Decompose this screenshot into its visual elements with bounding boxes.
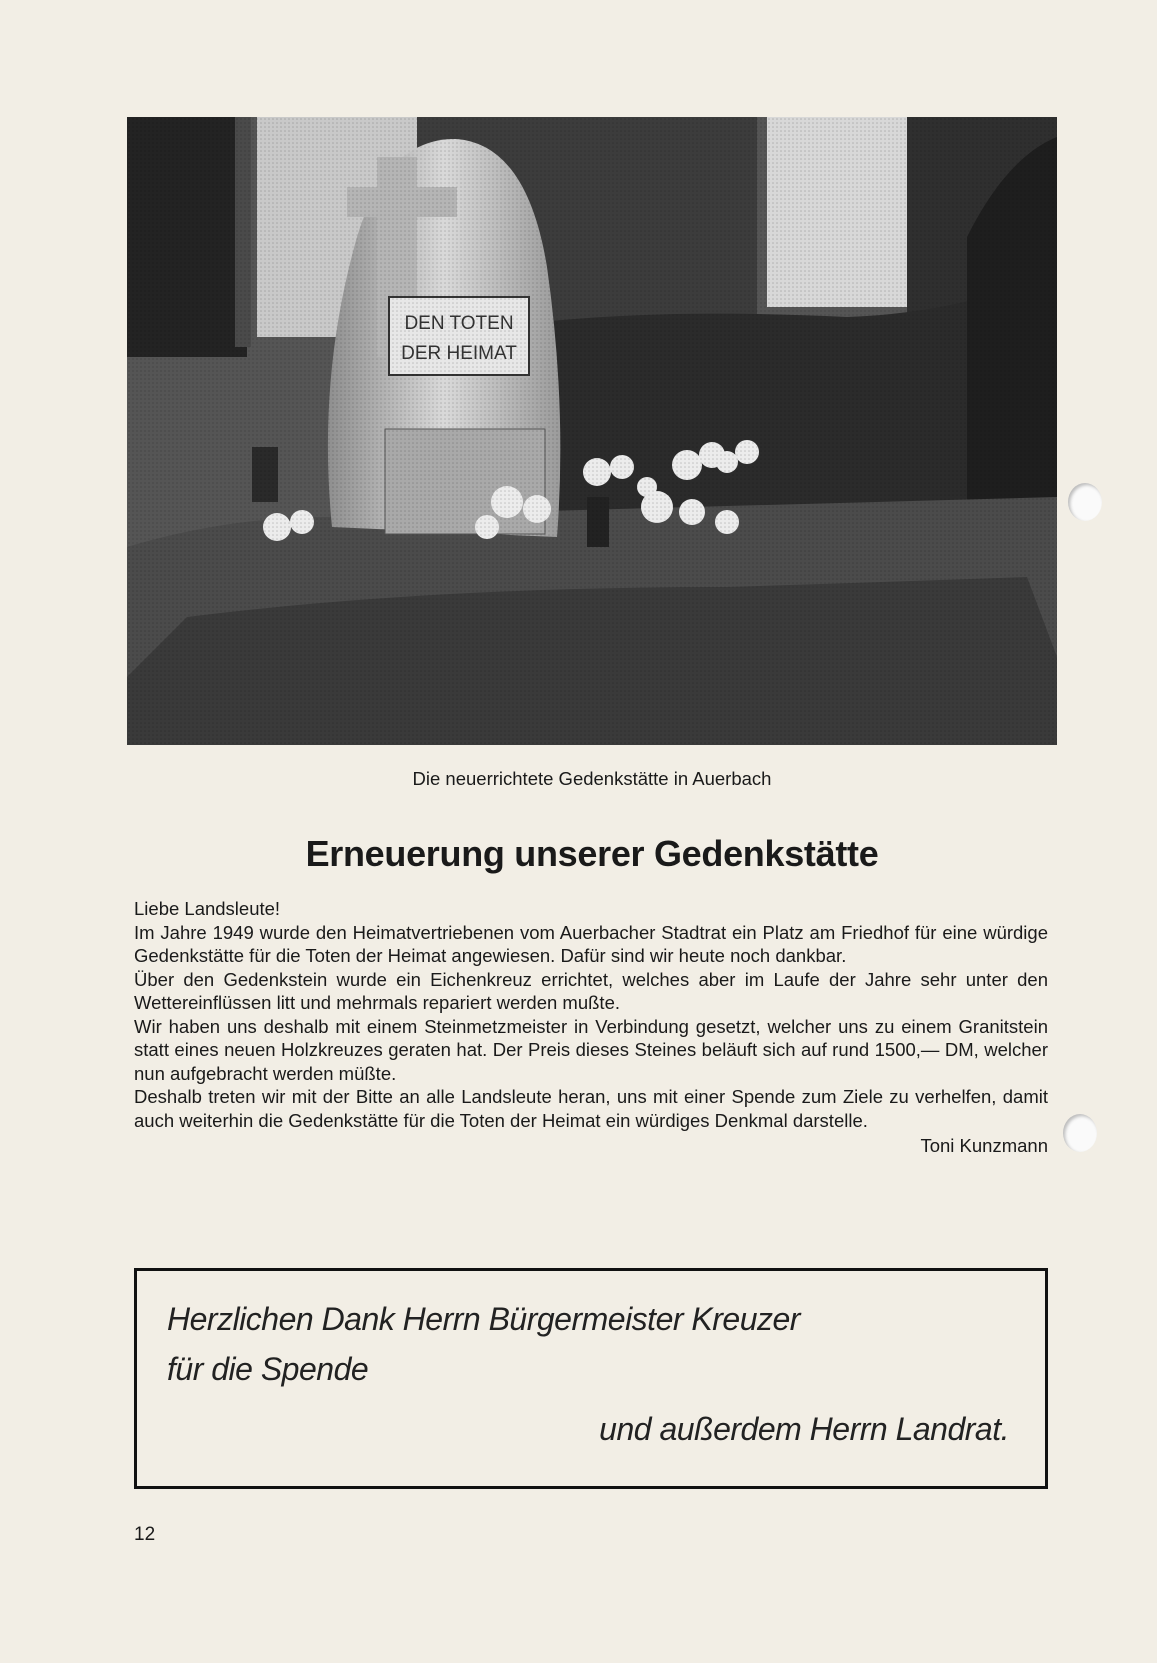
letter-body — [134, 897, 1048, 1158]
thanks-line-3: und außerdem Herrn Landrat. — [599, 1411, 1009, 1447]
thanks-line-2: für die Spende — [167, 1351, 369, 1387]
letter-paragraph: Über den Gedenkstein wurde ein Eichenkreuz errichtet, welches aber im Laufe der Jahre sehr unter den Wettereinflüssen litt und mehrmals repariert werden mußte. — [134, 968, 1048, 1013]
letter-greeting: Liebe Landsleute! — [134, 898, 281, 919]
letter-signature: Toni Kunzmann — [920, 1135, 1048, 1156]
photo-caption: Die neuerrichtete Gedenkstätte in Auerbach — [412, 768, 772, 789]
punch-hole — [1068, 483, 1102, 521]
letter-paragraph: Im Jahre 1949 wurde den Heimatvertriebenen vom Auerbacher Stadtrat ein Platz am Friedhof für eine würdige Gedenkstätte für die Toten der Heimat angewiesen. Dafür sind wir heute noch dankbar. — [134, 921, 1048, 966]
memorial-photo-illustration — [127, 117, 1057, 745]
page-number: 12 — [134, 1524, 156, 1545]
thanks-box — [134, 1268, 1048, 1489]
letter-paragraph: Deshalb treten wir mit der Bitte an alle Landsleute heran, uns mit einer Spende zum Ziele zu verhelfen, damit auch weiterhin die Gedenkstätte für die Toten der Heimat ein würdiges Denkmal darstelle. — [134, 1086, 1048, 1131]
thanks-line-1: Herzlichen Dank Herrn Bürgermeister Kreuzer — [167, 1301, 800, 1337]
punch-hole — [1063, 1114, 1097, 1152]
letter-paragraph: Wir haben uns deshalb mit einem Steinmetzmeister in Verbindung gesetzt, welcher uns zu einem Granitstein statt eines neuen Holzkreuzes geraten hat. Der Preis dieses Steines beläuft sich auf rund 1500,— DM, welcher nun aufgebracht werden müßte. — [134, 1015, 1048, 1084]
memorial-photo — [127, 117, 1057, 745]
article-headline: Erneuerung unserer Gedenkstätte — [305, 833, 879, 874]
